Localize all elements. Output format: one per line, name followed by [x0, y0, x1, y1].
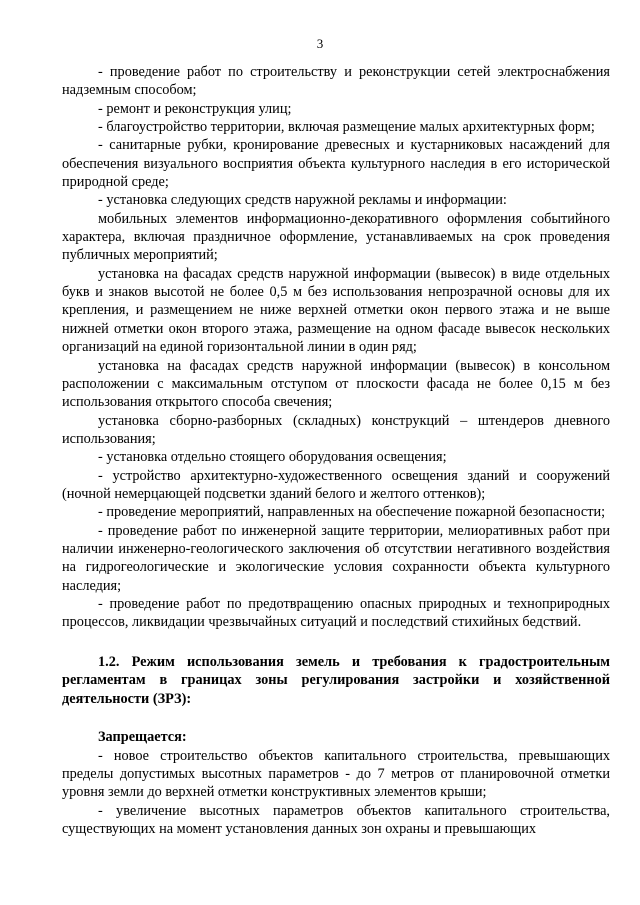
list-item-engineering-protection: - проведение работ по инженерной защите территории, мелиоративных работ при наличии инженерно-геологического заключения об отсутствии негативного воздействия на гидрогеологические и экологические условия сохранности объекта культурного наследия; [62, 522, 610, 594]
list-item-sanitary-felling: - санитарные рубки, кронирование древесных и кустарниковых насаждений для обеспечения визуального восприятия объекта культурного наследия в его исторической природной среде; [62, 137, 610, 191]
section-heading: 1.2. Режим использования земель и требования к градостроительным регламентам в границах зоны регулирования застройки и хозяйственной деятельности (ЗРЗ): [62, 653, 610, 707]
list-item-advertising: - установка следующих средств наружной рекламы и информации: [98, 192, 507, 209]
list-item-lighting-equipment: - установка отдельно стоящего оборудования освещения; [98, 449, 447, 466]
document-body [62, 63, 610, 838]
list-item-height-increase: - увеличение высотных параметров объектов капитального строительства, существующих на момент установления данных зон охраны и превышающих [62, 802, 610, 837]
list-item-folding-structures: установка сборно-разборных (складных) конструкций – штендеров дневного использования; [62, 412, 610, 447]
list-item-landscaping: - благоустройство территории, включая размещение малых архитектурных форм; [98, 119, 595, 136]
spacer [62, 708, 610, 728]
list-item-fire-safety: - проведение мероприятий, направленных на обеспечение пожарной безопасности; [98, 504, 606, 521]
page-number: 3 [316, 36, 324, 51]
list-item-facade-signs: установка на фасадах средств наружной информации (вывесок) в виде отдельных букв и знаков высотой не более 0,5 м без использования непрозрачной основы для их крепления, и размещением не ниже верхней отметки окон первого этажа и не выше нижней отметки окон второго этажа, размещение на одном фасаде вывесок нескольких организаций на единой горизонтальной линии в один ряд; [62, 265, 610, 356]
spacer [62, 632, 610, 653]
list-item-mobile-elements: мобильных элементов информационно-декоративного оформления событийного характера, включая праздничное оформление, устанавливаемых на срок проведения публичных мероприятий; [62, 210, 610, 264]
subheading-prohibited: Запрещается: [98, 729, 187, 746]
list-item-hazard-prevention: - проведение работ по предотвращению опасных природных и техноприродных процессов, ликвидации чрезвычайных ситуаций и последствий стихийных бедствий. [62, 595, 610, 631]
list-item-console-signs: установка на фасадах средств наружной информации (вывесок) в консольном расположении с максимальным отступом от плоскости фасада не более 0,15 м без использования открытого способа свечения; [62, 357, 610, 411]
list-item-new-construction: - новое строительство объектов капитального строительства, превышающих пределы допустимых высотных параметров - до 7 метров от планировочной отметки уровня земли до верхней отметки конструктивных элементов крыши; [62, 747, 610, 801]
list-item-architectural-lighting: - устройство архитектурно-художественного освещения зданий и сооружений (ночной немерцающей подсветки зданий белого и желтого оттенков); [62, 467, 610, 502]
list-item-power-lines: - проведение работ по строительству и реконструкции сетей электроснабжения надземным способом; [62, 64, 610, 99]
list-item-streets: - ремонт и реконструкция улиц; [98, 100, 292, 117]
